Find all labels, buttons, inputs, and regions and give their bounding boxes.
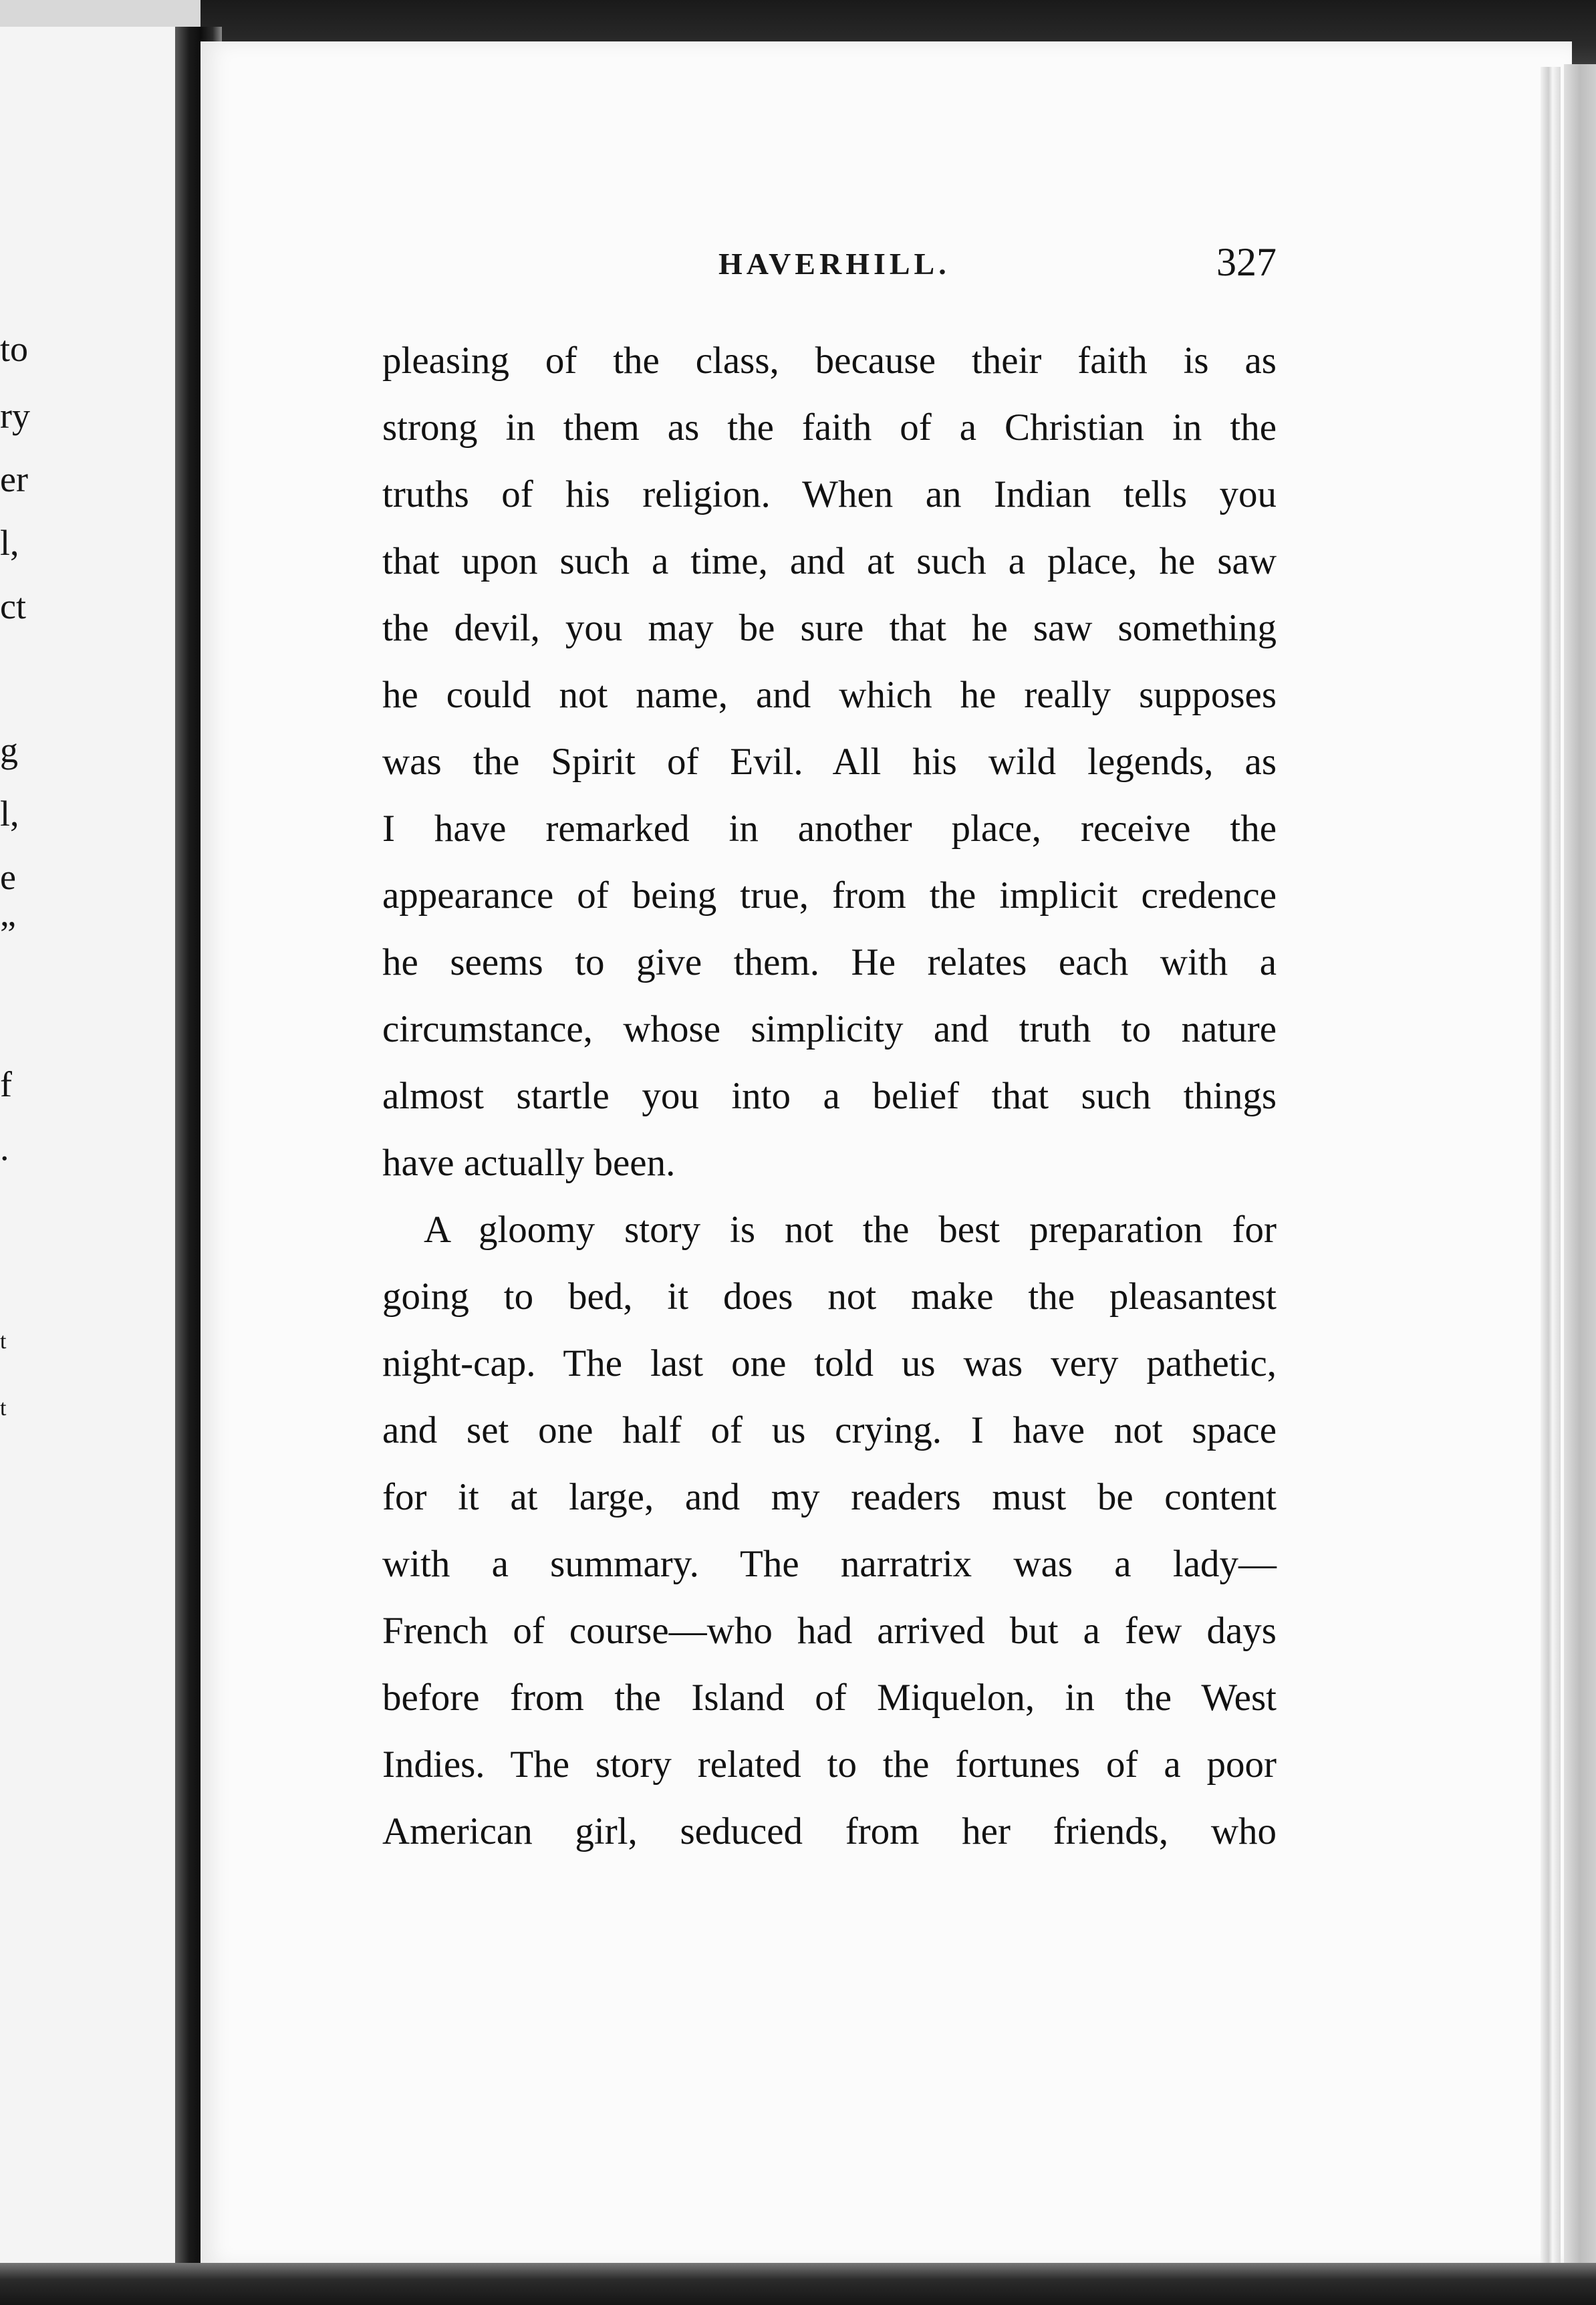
paragraph-1 xyxy=(382,328,1277,1197)
text-line: the devil, you may be sure that he saw something xyxy=(382,607,1277,649)
left-fragment: ry xyxy=(0,396,30,436)
left-fragment: g xyxy=(0,730,18,770)
text-line: I have remarked in another place, receive the xyxy=(382,808,1277,850)
text-line: he could not name, and which he really supposes xyxy=(382,674,1277,716)
text-line: pleasing of the class, because their faith is as xyxy=(382,340,1277,382)
text-line: truths of his religion. When an Indian tells you xyxy=(382,473,1277,515)
left-fragment: f xyxy=(0,1064,12,1104)
left-fragment: t xyxy=(0,1329,7,1354)
left-fragment: t xyxy=(0,1396,7,1421)
text-line: appearance of being true, from the implicit credence xyxy=(382,874,1277,917)
left-fragment: ct xyxy=(0,586,26,626)
text-line: have actually been. xyxy=(382,1142,676,1184)
text-line: he seems to give them. He relates each with a xyxy=(382,941,1277,983)
text-line: for it at large, and my readers must be content xyxy=(382,1476,1277,1518)
text-line: and set one half of us crying. I have not space xyxy=(382,1409,1277,1451)
left-fragment: . xyxy=(0,1128,9,1168)
text-line: French of course—who had arrived but a few days xyxy=(382,1610,1277,1652)
text-line: circumstance, whose simplicity and truth to nature xyxy=(382,1008,1277,1050)
text-line: that upon such a time, and at such a place, he saw xyxy=(382,540,1277,582)
scanner-right-edge xyxy=(1564,64,1596,2270)
left-fragment: ” xyxy=(0,914,16,954)
text-line: night-cap. The last one told us was very pathetic, xyxy=(382,1342,1277,1384)
text-line: was the Spirit of Evil. All his wild legends, as xyxy=(382,741,1277,783)
text-line: before from the Island of Miquelon, in the West xyxy=(382,1677,1277,1719)
page-edge-shading xyxy=(1541,67,1561,2266)
running-head: HAVERHILL. xyxy=(718,247,950,281)
text-line: A gloomy story is not the best preparation for xyxy=(424,1209,1277,1251)
left-fragment: l, xyxy=(0,794,19,834)
body-text xyxy=(382,328,1277,1865)
left-fragment: er xyxy=(0,459,28,499)
left-fragment: to xyxy=(0,329,29,369)
text-line: going to bed, it does not make the pleasantest xyxy=(382,1276,1277,1318)
text-line: almost startle you into a belief that such things xyxy=(382,1075,1277,1117)
scanner-bottom-edge xyxy=(0,2263,1596,2305)
left-fragment: l, xyxy=(0,523,19,563)
text-line: Indies. The story related to the fortunes of a poor xyxy=(382,1743,1277,1786)
left-fragment: e xyxy=(0,857,16,897)
text-line: strong in them as the faith of a Christian in the xyxy=(382,406,1277,449)
page-number: 327 xyxy=(1216,240,1277,284)
paragraph-2 xyxy=(382,1197,1277,1865)
text-line: American girl, seduced from her friends, who xyxy=(382,1810,1277,1852)
left-facing-page xyxy=(0,27,195,2266)
text-line: with a summary. The narratrix was a lady— xyxy=(382,1543,1277,1585)
